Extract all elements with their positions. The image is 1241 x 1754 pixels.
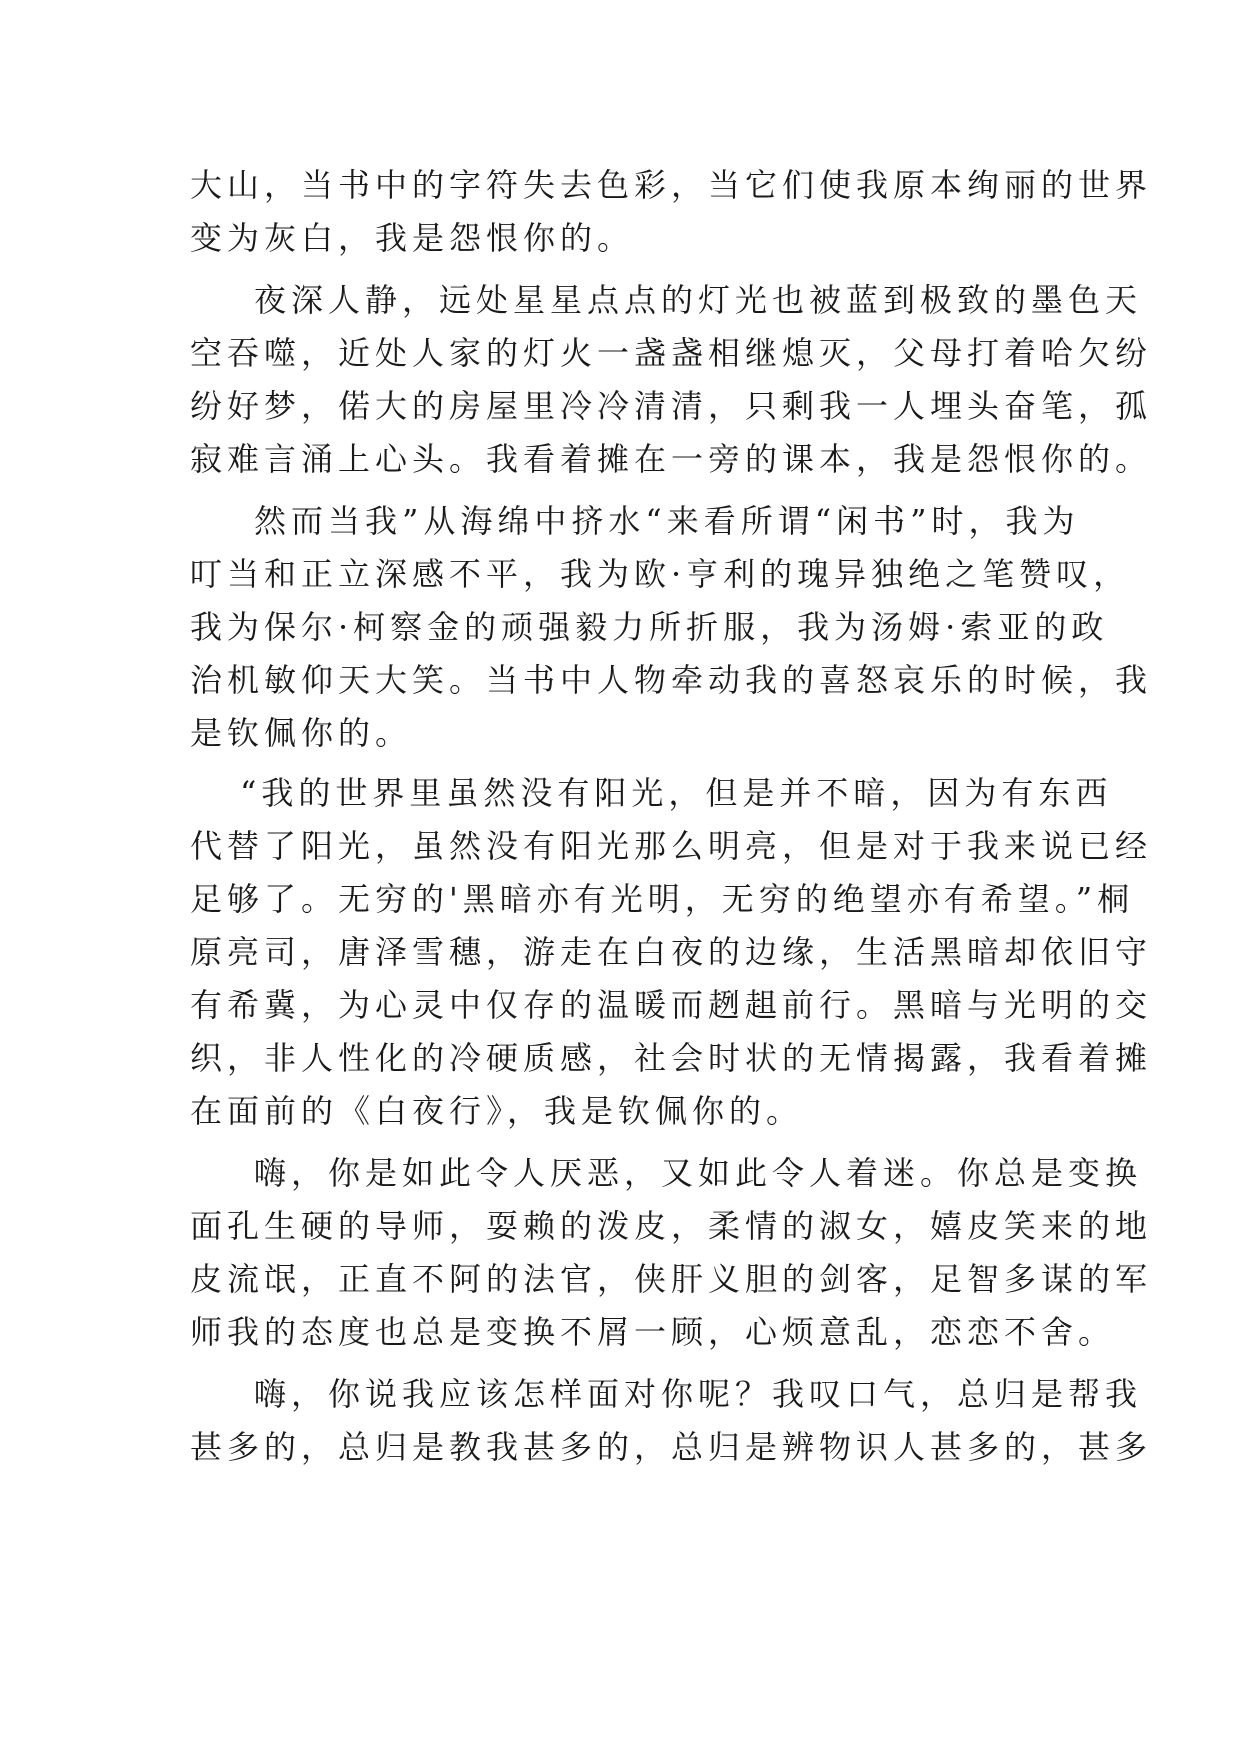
text-line: 纷好梦，偌大的房屋里冷冷清清，只剩我一人埋头奋笔，孤 xyxy=(190,387,1153,425)
text-line: 原亮司，唐泽雪穗，游走在白夜的边缘，生活黑暗却依旧守 xyxy=(190,933,1153,971)
paragraph-start-line: 嗨，你说我应该怎样面对你呢？我叹口气，总归是帮我 xyxy=(254,1375,1143,1413)
text-line: 足够了。无穷的'黑暗亦有光明，无穷的绝望亦有希望。”桐 xyxy=(190,880,1135,918)
text-line: 叮当和正立深感不平，我为欧·亨利的瑰异独绝之笔赞叹， xyxy=(190,555,1131,593)
text-line: 空吞噬，近处人家的灯火一盏盏相继熄灭，父母打着哈欠纷 xyxy=(190,334,1153,372)
text-line: 大山，当书中的字符失去色彩，当它们使我原本绚丽的世界 xyxy=(190,166,1153,204)
text-line: 师我的态度也总是变换不屑一顾，心烦意乱，恋恋不舍。 xyxy=(190,1313,1116,1351)
text-line: 是钦佩你的。 xyxy=(190,714,413,752)
text-line: 织，非人性化的冷硬质感，社会时状的无情揭露，我看着摊 xyxy=(190,1039,1153,1077)
text-line: 皮流氓，正直不阿的法官，侠肝义胆的剑客，足智多谋的军 xyxy=(190,1260,1153,1298)
text-line: 甚多的，总归是教我甚多的，总归是辨物识人甚多的，甚多 xyxy=(190,1428,1153,1466)
text-line: 变为灰白，我是怨恨你的。 xyxy=(190,219,635,257)
text-line: 有希冀，为心灵中仅存的温暖而趔趄前行。黑暗与光明的交 xyxy=(190,986,1153,1024)
text-line: 在面前的《白夜行》，我是钦佩你的。 xyxy=(190,1092,804,1130)
paragraph-start-line: 嗨，你是如此令人厌恶，又如此令人着迷。你总是变换 xyxy=(254,1154,1143,1192)
text-line: 寂难言涌上心头。我看着摊在一旁的课本，我是怨恨你的。 xyxy=(190,440,1153,478)
paragraph-start-line: 夜深人静，远处星星点点的灯光也被蓝到极致的墨色天 xyxy=(254,281,1143,319)
text-line: 面孔生硬的导师，耍赖的泼皮，柔情的淑女，嬉皮笑来的地 xyxy=(190,1207,1153,1245)
text-line: 治机敏仰天大笑。当书中人物牵动我的喜怒哀乐的时候，我 xyxy=(190,661,1153,699)
paragraph-start-line: 然而当我”从海绵中挤水“来看所谓“闲书”时，我为 xyxy=(254,502,1080,540)
text-line: 代替了阳光，虽然没有阳光那么明亮，但是对于我来说已经 xyxy=(190,827,1153,865)
paragraph-start-line: “我的世界里虽然没有阳光，但是并不暗，因为有东西 xyxy=(240,774,1113,812)
text-line: 我为保尔·柯察金的顽强毅力所折服，我为汤姆·索亚的政 xyxy=(190,608,1109,646)
